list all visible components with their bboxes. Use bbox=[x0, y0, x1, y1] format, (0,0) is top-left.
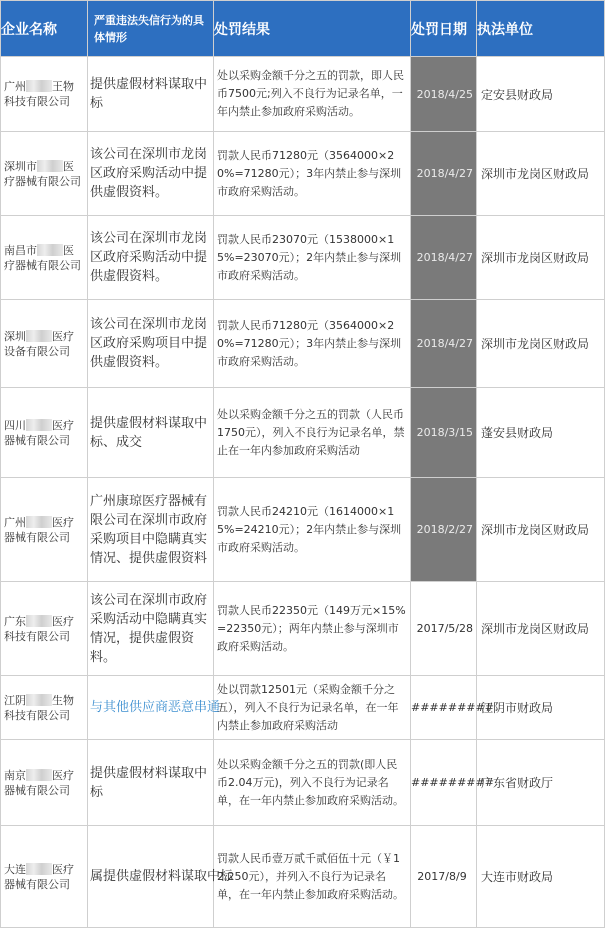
redacted-mark bbox=[26, 863, 52, 875]
table-row bbox=[1, 740, 605, 826]
header-date: 处罚日期 bbox=[411, 1, 477, 57]
redacted-mark bbox=[26, 419, 52, 431]
table-row bbox=[1, 388, 605, 478]
date-cell: 2018/4/27 bbox=[411, 132, 477, 216]
company-cell: 四川 医疗器械有限公司 bbox=[1, 388, 88, 478]
company-cell: 江阴 生物科技有限公司 bbox=[1, 676, 88, 740]
agency-cell: 深圳市龙岗区财政局 bbox=[477, 300, 605, 388]
date-cell: 2017/5/28 bbox=[411, 582, 477, 676]
table-row bbox=[1, 216, 605, 300]
table-row bbox=[1, 132, 605, 216]
result-cell: 处以采购金额千分之五的罚款，即人民币7500元;列入不良行为记录名单，一年内禁止参加政府采购活动。 bbox=[214, 57, 411, 132]
date-cell: ######### bbox=[411, 676, 477, 740]
agency-cell: 大连市财政局 bbox=[477, 826, 605, 928]
table-row bbox=[1, 57, 605, 132]
result-cell: 罚款人民币23070元（1538000×15%=23070元）；2年内禁止参与深圳市政府采购活动。 bbox=[214, 216, 411, 300]
company-cell: 广州 王物科技有限公司 bbox=[1, 57, 88, 132]
redacted-mark bbox=[26, 694, 52, 706]
result-cell: 罚款人民币71280元（3564000×20%=71280元）；3年内禁止参与深圳市政府采购活动。 bbox=[214, 300, 411, 388]
header-company: 企业名称 bbox=[1, 1, 88, 57]
company-cell: 南京 医疗器械有限公司 bbox=[1, 740, 88, 826]
table-row bbox=[1, 826, 605, 928]
result-cell: 处以采购金额千分之五的罚款（人民币1750元），列入不良行为记录名单，禁止在一年内参加政府采购活动 bbox=[214, 388, 411, 478]
violation-cell: 属提供虚假材料谋取中标 bbox=[88, 826, 214, 928]
table-header-row bbox=[1, 1, 605, 57]
company-cell: 广东 医疗科技有限公司 bbox=[1, 582, 88, 676]
violation-cell: 与其他供应商恶意串通 bbox=[88, 676, 214, 740]
violation-cell: 该公司在深圳市龙岗区政府采购活动中提供虚假资料。 bbox=[88, 216, 214, 300]
result-cell: 处以采购金额千分之五的罚款(即人民币2.04万元)，列入不良行为记录名单，在一年内禁止参加政府采购活动。 bbox=[214, 740, 411, 826]
redacted-mark bbox=[37, 244, 63, 256]
company-cell: 广州 医疗器械有限公司 bbox=[1, 478, 88, 582]
redacted-mark bbox=[26, 769, 52, 781]
violation-cell: 该公司在深圳市龙岗区政府采购活动中提供虚假资料。 bbox=[88, 132, 214, 216]
result-cell: 罚款人民币71280元（3564000×20%=71280元）；3年内禁止参与深圳市政府采购活动。 bbox=[214, 132, 411, 216]
table-row bbox=[1, 300, 605, 388]
redacted-mark bbox=[26, 80, 52, 92]
violation-cell: 广州康琼医疗器械有限公司在深圳市政府采购项目中隐瞒真实情况、提供虚假资料 bbox=[88, 478, 214, 582]
company-cell: 深圳市 医疗器械有限公司 bbox=[1, 132, 88, 216]
agency-cell: 定安县财政局 bbox=[477, 57, 605, 132]
date-cell: 2017/8/9 bbox=[411, 826, 477, 928]
agency-cell: 广东省财政厅 bbox=[477, 740, 605, 826]
date-cell: 2018/2/27 bbox=[411, 478, 477, 582]
redacted-mark bbox=[26, 615, 52, 627]
table-row bbox=[1, 676, 605, 740]
header-agency: 执法单位 bbox=[477, 1, 605, 57]
header-result: 处罚结果 bbox=[214, 1, 411, 57]
violation-cell: 提供虚假材料谋取中标 bbox=[88, 57, 214, 132]
agency-cell: 江阴市财政局 bbox=[477, 676, 605, 740]
result-cell: 处以罚款12501元（采购金额千分之五），列入不良行为记录名单，在一年内禁止参加政府采购活动 bbox=[214, 676, 411, 740]
result-cell: 罚款人民币壹万贰千贰佰伍十元（￥12,250元），并列入不良行为记录名单，在一年内禁止参加政府采购活动。 bbox=[214, 826, 411, 928]
company-cell: 深圳 医疗设备有限公司 bbox=[1, 300, 88, 388]
result-cell: 罚款人民币22350元（149万元×15%=22350元）；两年内禁止参与深圳市政府采购活动。 bbox=[214, 582, 411, 676]
violation-cell: 该公司在深圳市政府采购活动中隐瞒真实情况，提供虚假资料。 bbox=[88, 582, 214, 676]
header-violation: 严重违法失信行为的具体情形 bbox=[88, 1, 214, 57]
table-row bbox=[1, 478, 605, 582]
violation-cell: 提供虚假材料谋取中标、成交 bbox=[88, 388, 214, 478]
company-cell: 南昌市 医疗器械有限公司 bbox=[1, 216, 88, 300]
redacted-mark bbox=[26, 516, 52, 528]
date-cell: ######### bbox=[411, 740, 477, 826]
date-cell: 2018/4/27 bbox=[411, 300, 477, 388]
agency-cell: 蓬安县财政局 bbox=[477, 388, 605, 478]
company-cell: 大连 医疗器械有限公司 bbox=[1, 826, 88, 928]
redacted-mark bbox=[37, 160, 63, 172]
date-cell: 2018/4/25 bbox=[411, 57, 477, 132]
agency-cell: 深圳市龙岗区财政局 bbox=[477, 582, 605, 676]
violation-cell: 提供虚假材料谋取中标 bbox=[88, 740, 214, 826]
table-row bbox=[1, 582, 605, 676]
violation-cell: 该公司在深圳市龙岗区政府采购项目中提供虚假资料。 bbox=[88, 300, 214, 388]
redacted-mark bbox=[26, 330, 52, 342]
agency-cell: 深圳市龙岗区财政局 bbox=[477, 132, 605, 216]
date-cell: 2018/4/27 bbox=[411, 216, 477, 300]
agency-cell: 深圳市龙岗区财政局 bbox=[477, 216, 605, 300]
date-cell: 2018/3/15 bbox=[411, 388, 477, 478]
agency-cell: 深圳市龙岗区财政局 bbox=[477, 478, 605, 582]
result-cell: 罚款人民币24210元（1614000×15%=24210元）；2年内禁止参与深圳市政府采购活动。 bbox=[214, 478, 411, 582]
